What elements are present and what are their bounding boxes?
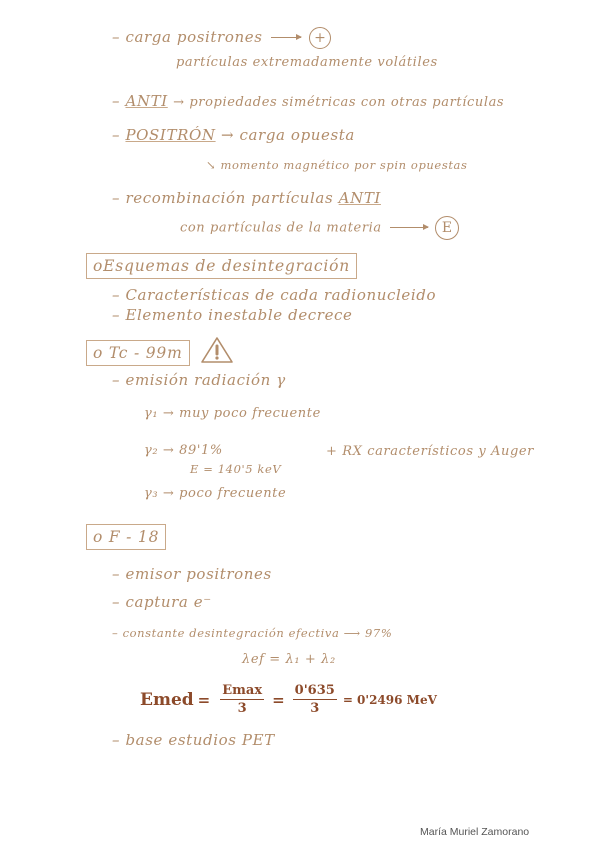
gamma2-energy-text: E = 140'5 keV — [190, 462, 282, 476]
elemento-inestable-text: – Elemento inestable decrece — [112, 306, 353, 324]
positron-label: POSITRÓN — [125, 126, 216, 144]
particulas-volatiles-text: partículas extremadamente volátiles — [176, 55, 438, 70]
captura-electron-text: – captura e⁻ — [112, 593, 212, 611]
rx-auger-text: + RX característicos y Auger — [326, 444, 534, 459]
positron-description: → carga opuesta — [220, 126, 355, 144]
arrow-icon — [390, 227, 428, 228]
momento-magnetico-text: ↘ momento magnético por spin opuestas — [206, 158, 468, 172]
constante-desintegracion-text: – constante desintegración efectiva ⟶ 97% — [112, 626, 393, 640]
emax-value-numerator: 0'635 — [294, 683, 335, 698]
base-estudios-pet-text: – base estudios PET — [112, 731, 275, 749]
fraction1-denominator: 3 — [237, 701, 247, 716]
emed-result: = 0'2496 MeV — [342, 692, 437, 707]
energia-media-formula: Emed = $\frac{Emax}{3}$ = $\frac{0'635}{3}$ = 0'2496 MeV — [140, 683, 437, 716]
emision-radiacion-text: – emisión radiación γ — [112, 371, 286, 389]
esquemas-title: oEsquemas de desintegración — [86, 253, 357, 279]
plus-circle-icon: + — [309, 27, 331, 49]
carga-positrones-text: – carga positrones — [112, 28, 263, 46]
emed-symbol: Emed — [140, 689, 194, 710]
emax-numerator: Emax — [222, 683, 263, 698]
gamma3-text: γ₃ → poco frecuente — [144, 486, 287, 501]
positron-line: – POSITRÓN → carga opuesta — [112, 126, 355, 144]
author-footer: María Muriel Zamorano — [420, 826, 530, 838]
emisor-positrones-text: – emisor positrones — [112, 565, 272, 583]
f18-title: o F - 18 — [86, 524, 166, 550]
con-particulas-line — [180, 216, 459, 240]
warning-triangle-icon — [200, 336, 234, 364]
anti-label: ANTI — [125, 92, 168, 110]
recombinacion-line — [112, 189, 381, 207]
con-particulas-text: con partículas de la materia — [180, 220, 382, 236]
anti-line: – ANTI → propiedades simétricas con otras partículas — [112, 92, 505, 110]
arrow-icon — [271, 37, 301, 38]
fraction2-denominator: 3 — [310, 701, 320, 716]
anti-label-2: ANTI — [338, 189, 381, 207]
anti-description: → propiedades simétricas con otras partículas — [173, 95, 505, 110]
carga-positrones-line — [112, 27, 331, 49]
recombinacion-text: – recombinación partículas — [112, 189, 334, 207]
lambda-formula-text: λef = λ₁ + λ₂ — [242, 652, 336, 667]
caracteristicas-text: – Características de cada radionucleido — [112, 286, 437, 304]
e-circle-icon: E — [435, 216, 459, 240]
gamma2-text: γ₂ → 89'1% — [144, 443, 223, 458]
gamma1-text: γ₁ → muy poco frecuente — [144, 406, 321, 421]
tc99m-title: o Tc - 99m — [86, 340, 190, 366]
